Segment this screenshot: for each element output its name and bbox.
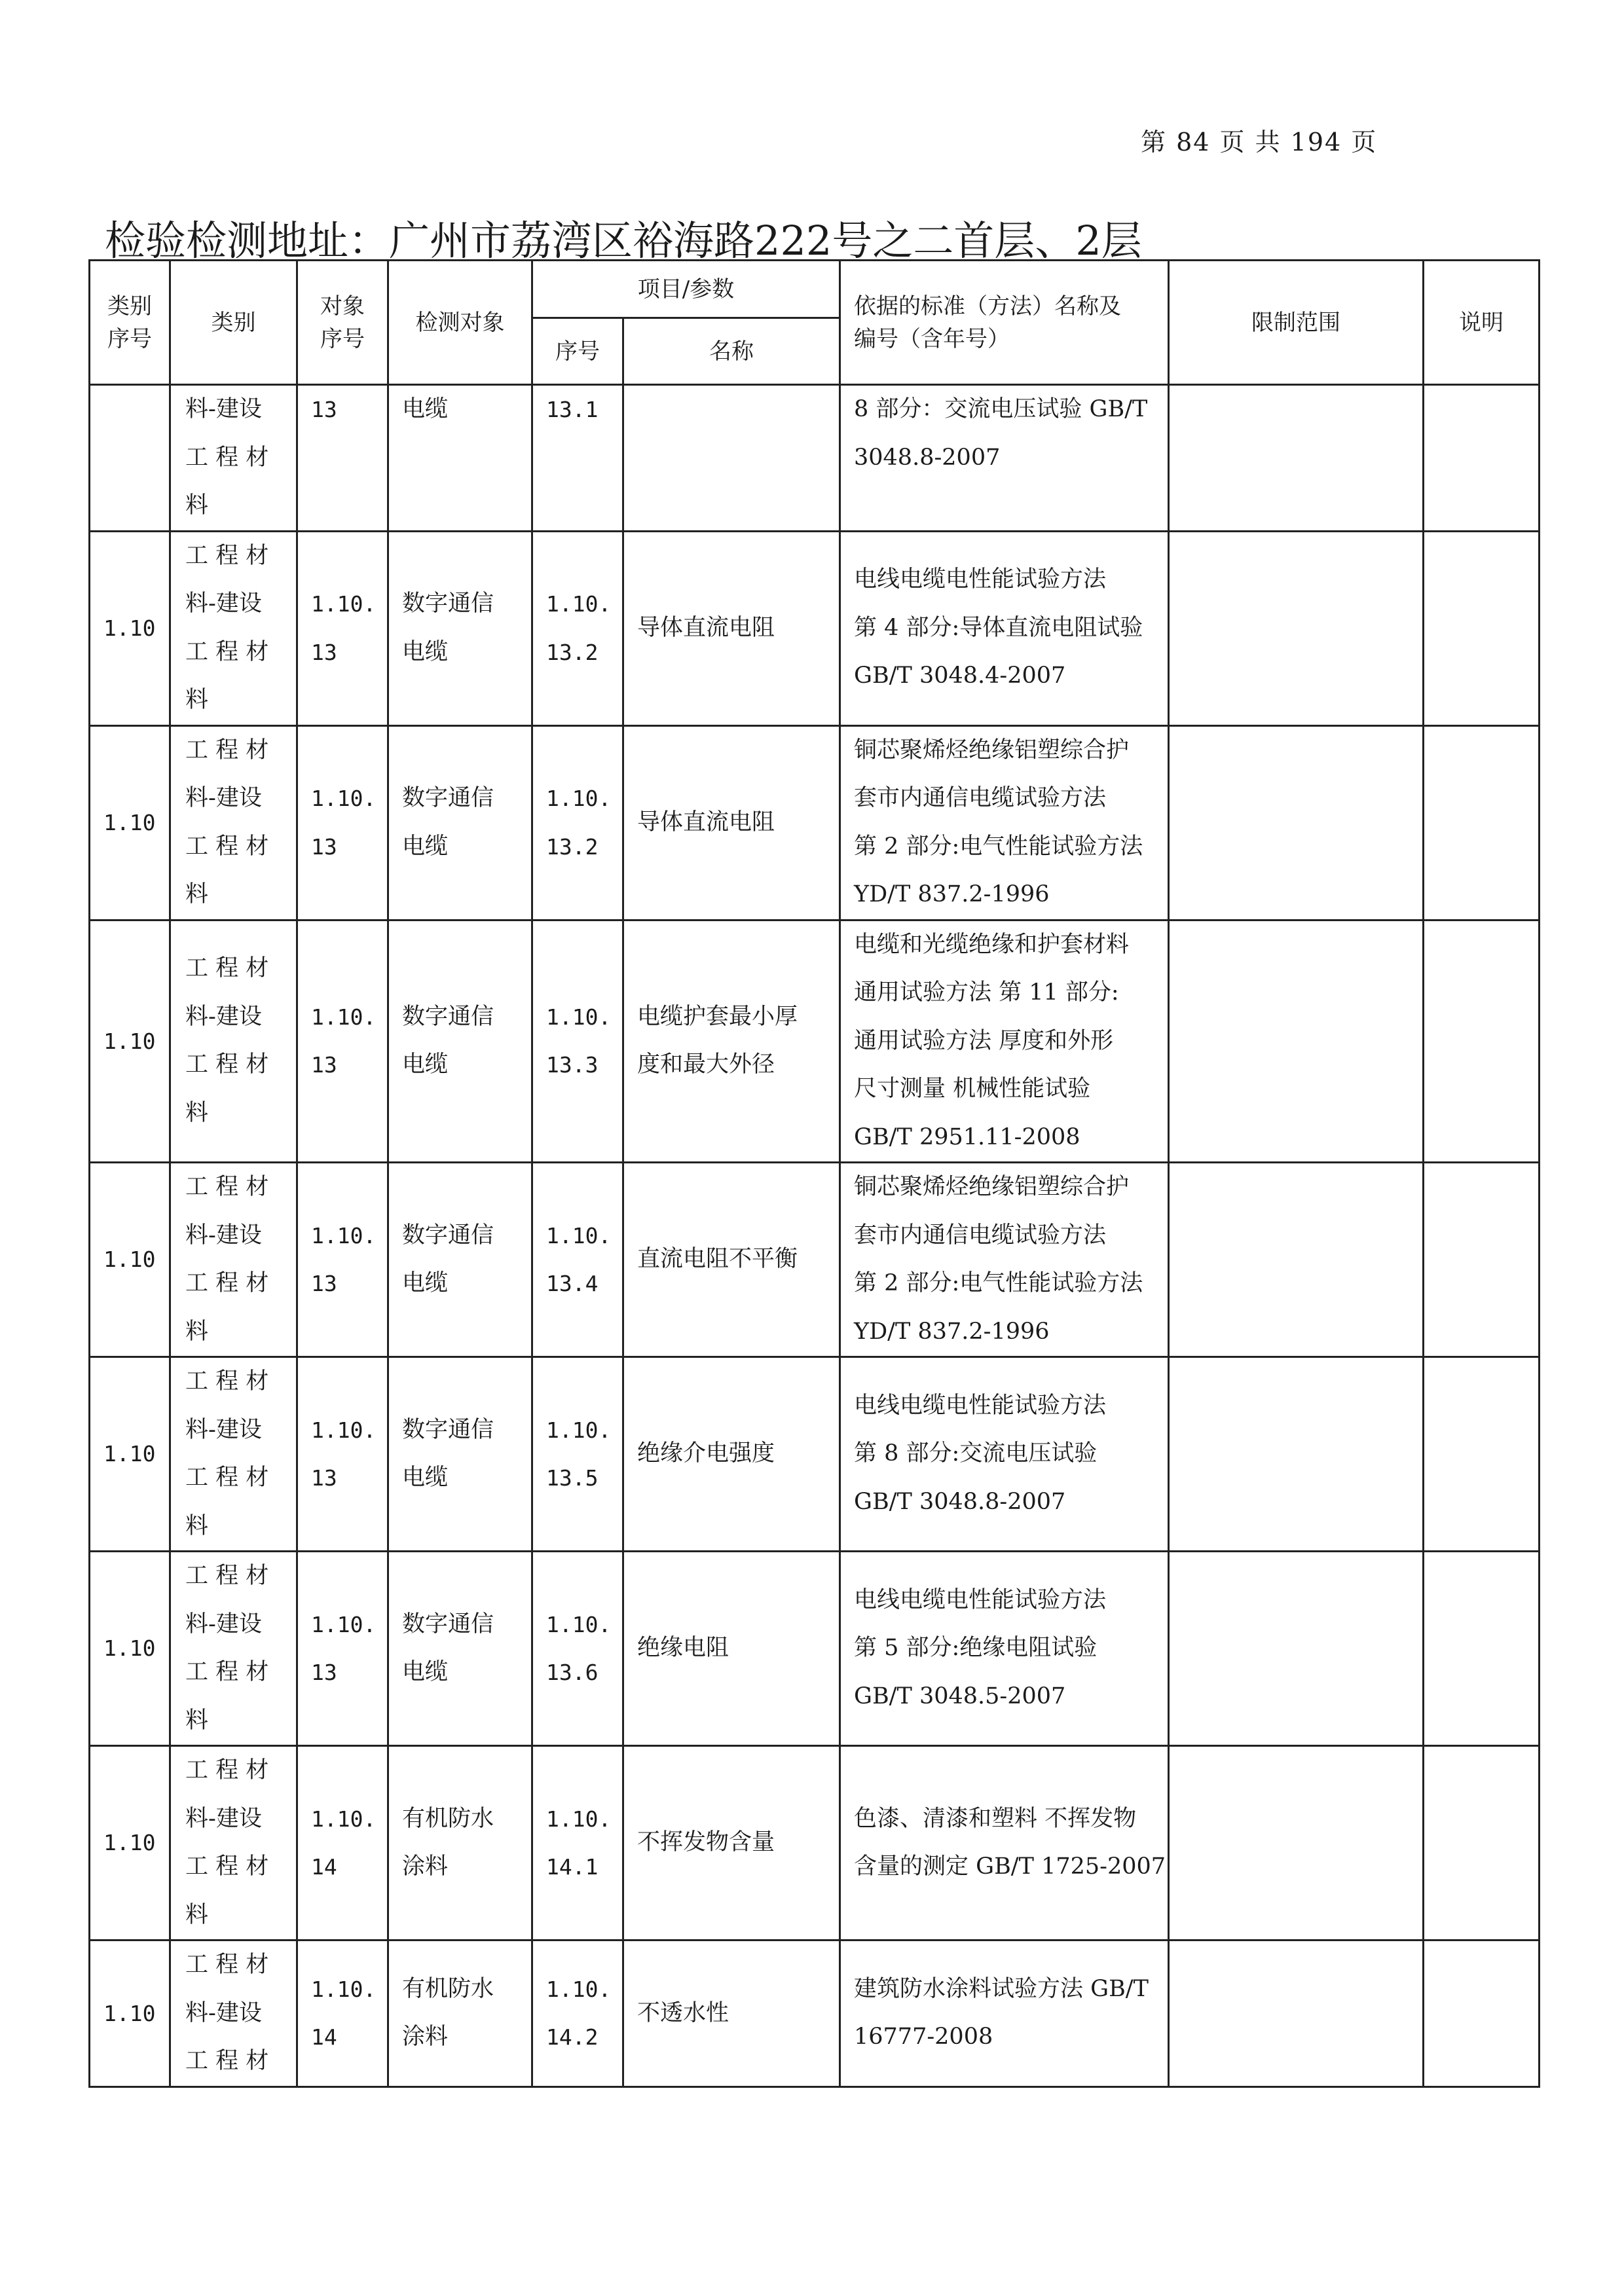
- cell-object: 数字通信 电缆: [388, 1552, 532, 1746]
- cell-standard: 铜芯聚烯烃绝缘铝塑综合护 套市内通信电缆试验方法 第 2 部分:电气性能试验方法 YD/T 837.2-1996: [840, 1163, 1169, 1357]
- cell-object: 数字通信 电缆: [388, 920, 532, 1163]
- cell-object-no: 1.10. 13: [297, 725, 388, 920]
- cell-note: [1424, 385, 1540, 532]
- table-body: [90, 385, 1540, 2087]
- cell-category-no: 1.10: [90, 1941, 170, 2087]
- header-object: 检测对象: [388, 261, 532, 385]
- header-category: 类别: [170, 261, 297, 385]
- cell-category: 工 程 材 料-建设 工 程 材 料: [170, 1552, 297, 1746]
- table-row: [90, 1357, 1540, 1552]
- cell-category: 工 程 材 料-建设 工 程 材 料: [170, 1746, 297, 1941]
- cell-item-name: 导体直流电阻: [623, 725, 840, 920]
- cell-category: 工 程 材 料-建设 工 程 材 料: [170, 920, 297, 1163]
- table-row: [90, 1552, 1540, 1746]
- header-item-param: 项目/参数: [532, 261, 840, 318]
- cell-limit: [1169, 531, 1424, 725]
- cell-note: [1424, 1746, 1540, 1941]
- cell-object-no: 1.10. 13: [297, 1552, 388, 1746]
- table-row: [90, 385, 1540, 532]
- cell-object-no: 1.10. 13: [297, 920, 388, 1163]
- cell-object: 数字通信 电缆: [388, 1163, 532, 1357]
- header-item-name: 名称: [623, 318, 840, 385]
- cell-object-no: 1.10. 13: [297, 1357, 388, 1552]
- testing-address: 检验检测地址：广州市荔湾区裕海路222号之二首层、2层: [105, 217, 1142, 264]
- cell-note: [1424, 1357, 1540, 1552]
- cell-item-no: 1.10. 13.5: [532, 1357, 623, 1552]
- cell-note: [1424, 725, 1540, 920]
- cell-standard: 电线电缆电性能试验方法 第 5 部分:绝缘电阻试验 GB/T 3048.5-2007: [840, 1552, 1169, 1746]
- cell-item-name: 电缆护套最小厚 度和最大外径: [623, 920, 840, 1163]
- cell-item-name: 绝缘介电强度: [623, 1357, 840, 1552]
- cell-limit: [1169, 1163, 1424, 1357]
- cell-note: [1424, 531, 1540, 725]
- cell-item-name: 直流电阻不平衡: [623, 1163, 840, 1357]
- cell-item-no: 1.10. 13.3: [532, 920, 623, 1163]
- cell-limit: [1169, 1941, 1424, 2087]
- cell-item-no: 1.10. 13.4: [532, 1163, 623, 1357]
- cell-object-no: 13: [297, 385, 388, 532]
- cell-note: [1424, 1941, 1540, 2087]
- page-number: 第 84 页 共 194 页: [1141, 128, 1378, 156]
- cell-standard: 电缆和光缆绝缘和护套材料 通用试验方法 第 11 部分: 通用试验方法 厚度和外形 尺寸测量 机械性能试验 GB/T 2951.11-2008: [840, 920, 1169, 1163]
- cell-object: 电缆: [388, 385, 532, 532]
- table-row: [90, 531, 1540, 725]
- cell-category: 工 程 材 料-建设 工 程 材 料: [170, 1163, 297, 1357]
- cell-category-no: 1.10: [90, 1552, 170, 1746]
- header-limit: 限制范围: [1169, 261, 1424, 385]
- cell-item-no: 1.10. 13.2: [532, 531, 623, 725]
- cell-limit: [1169, 1746, 1424, 1941]
- cell-item-name: [623, 385, 840, 532]
- cell-category: 工 程 材 料-建设 工 程 材: [170, 1941, 297, 2087]
- cell-category: 料-建设 工 程 材 料: [170, 385, 297, 532]
- cell-category: 工 程 材 料-建设 工 程 材 料: [170, 1357, 297, 1552]
- cell-limit: [1169, 725, 1424, 920]
- header-note: 说明: [1424, 261, 1540, 385]
- cell-item-name: 绝缘电阻: [623, 1552, 840, 1746]
- cell-item-no: 1.10. 13.6: [532, 1552, 623, 1746]
- header-standard: 依据的标准（方法）名称及 编号（含年号）: [840, 261, 1169, 385]
- cell-object: 有机防水 涂料: [388, 1746, 532, 1941]
- cell-category-no: 1.10: [90, 920, 170, 1163]
- table-row: [90, 1163, 1540, 1357]
- cell-limit: [1169, 1552, 1424, 1746]
- cell-note: [1424, 920, 1540, 1163]
- cell-standard: 电线电缆电性能试验方法 第 8 部分:交流电压试验 GB/T 3048.8-2007: [840, 1357, 1169, 1552]
- cell-limit: [1169, 1357, 1424, 1552]
- header-object-no: 对象 序号: [297, 261, 388, 385]
- cell-standard: 铜芯聚烯烃绝缘铝塑综合护 套市内通信电缆试验方法 第 2 部分:电气性能试验方法 YD/T 837.2-1996: [840, 725, 1169, 920]
- cell-object: 数字通信 电缆: [388, 725, 532, 920]
- cell-category: 工 程 材 料-建设 工 程 材 料: [170, 531, 297, 725]
- header-item-no: 序号: [532, 318, 623, 385]
- cell-standard: 电线电缆电性能试验方法 第 4 部分:导体直流电阻试验 GB/T 3048.4-2007: [840, 531, 1169, 725]
- cell-item-no: 1.10. 13.2: [532, 725, 623, 920]
- cell-category-no: 1.10: [90, 531, 170, 725]
- cell-category: 工 程 材 料-建设 工 程 材 料: [170, 725, 297, 920]
- cell-limit: [1169, 920, 1424, 1163]
- table-row: [90, 920, 1540, 1163]
- table-header: [90, 261, 1540, 385]
- cell-object-no: 1.10. 14: [297, 1746, 388, 1941]
- table-row: [90, 725, 1540, 920]
- cell-item-no: 1.10. 14.1: [532, 1746, 623, 1941]
- cell-standard: 建筑防水涂料试验方法 GB/T 16777-2008: [840, 1941, 1169, 2087]
- cell-object: 有机防水 涂料: [388, 1941, 532, 2087]
- cell-object-no: 1.10. 13: [297, 1163, 388, 1357]
- cell-item-name: 导体直流电阻: [623, 531, 840, 725]
- cell-category-no: 1.10: [90, 1746, 170, 1941]
- cell-item-name: 不挥发物含量: [623, 1746, 840, 1941]
- cell-category-no: [90, 385, 170, 532]
- scope-table: [88, 259, 1540, 2088]
- cell-object-no: 1.10. 13: [297, 531, 388, 725]
- table-row: [90, 1746, 1540, 1941]
- header-category-no: 类别 序号: [90, 261, 170, 385]
- cell-note: [1424, 1163, 1540, 1357]
- cell-object-no: 1.10. 14: [297, 1941, 388, 2087]
- cell-item-name: 不透水性: [623, 1941, 840, 2087]
- cell-note: [1424, 1552, 1540, 1746]
- cell-limit: [1169, 385, 1424, 532]
- cell-standard: 色漆、清漆和塑料 不挥发物 含量的测定 GB/T 1725-2007: [840, 1746, 1169, 1941]
- cell-category-no: 1.10: [90, 1357, 170, 1552]
- cell-category-no: 1.10: [90, 1163, 170, 1357]
- cell-object: 数字通信 电缆: [388, 531, 532, 725]
- cell-object: 数字通信 电缆: [388, 1357, 532, 1552]
- cell-category-no: 1.10: [90, 725, 170, 920]
- cell-standard: 8 部分：交流电压试验 GB/T 3048.8-2007: [840, 385, 1169, 532]
- table-row: [90, 1941, 1540, 2087]
- cell-item-no: 13.1: [532, 385, 623, 532]
- cell-item-no: 1.10. 14.2: [532, 1941, 623, 2087]
